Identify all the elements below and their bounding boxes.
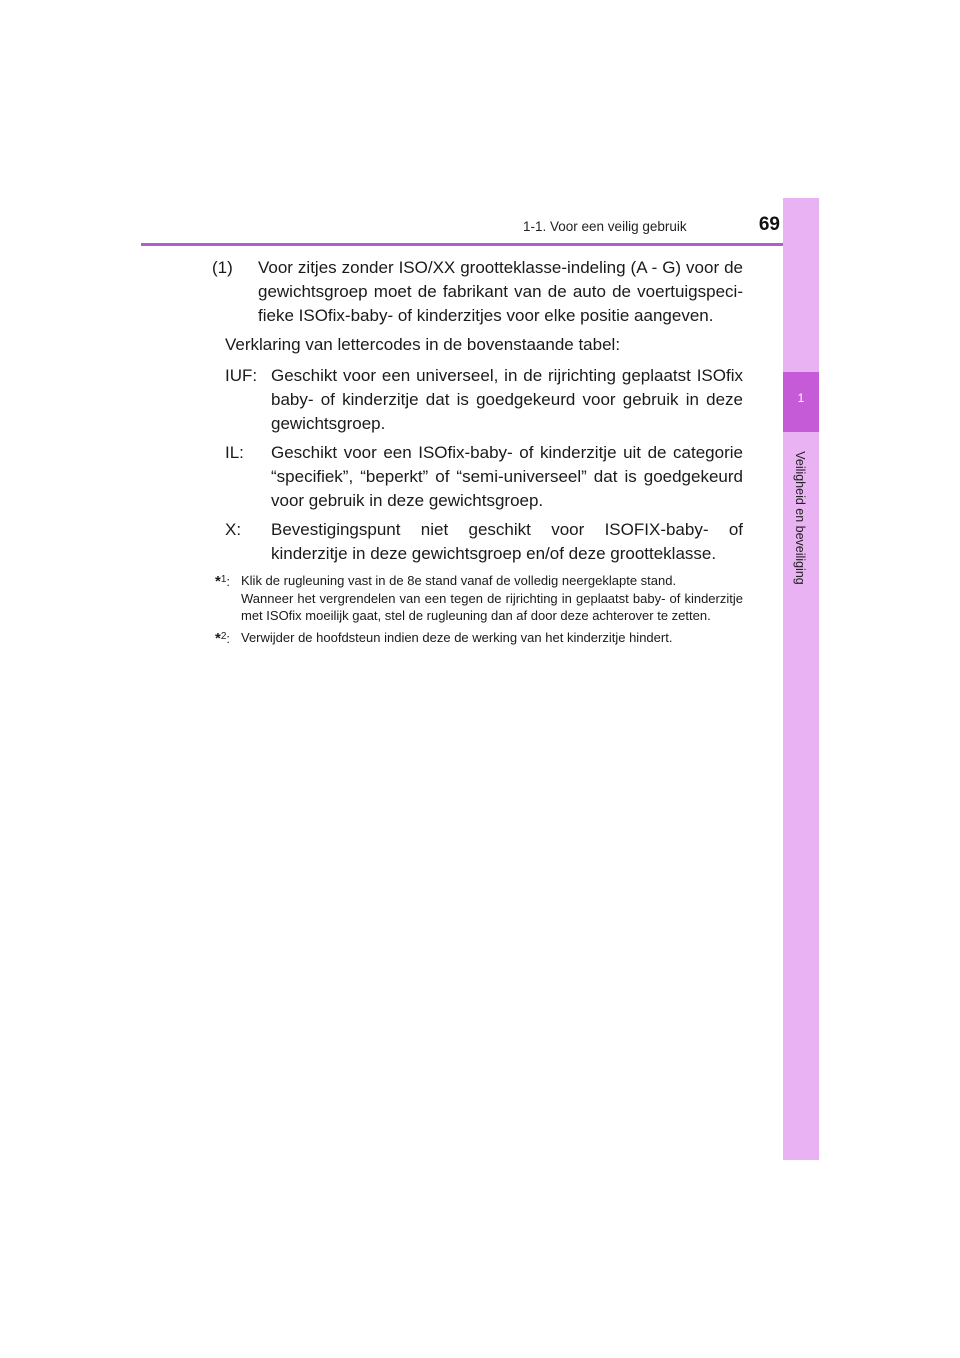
code-il-text: Geschikt voor een ISOfix-baby- of kinderzitje uit de categorie “specifiek”, “beperkt” of “semi-universeel” dat is goedgekeurd voor gebruik in deze gewichtsgroep. bbox=[271, 443, 743, 510]
footnote-1 bbox=[212, 572, 743, 625]
code-iuf-text: Geschikt voor een universeel, in de rijrichting geplaatst ISOfix baby- of kinderzitje dat is goedgekeurd voor gebruik in deze gewichtsgroep. bbox=[271, 366, 743, 433]
page-number: 69 bbox=[758, 214, 780, 235]
footnote-1-text-2: Wanneer het vergrendelen van een tegen de rijrichting in geplaatst baby- of kinderzitje met ISOfix moeilijk gaat, stel de rugleuning dan af door deze achterover te zetten. bbox=[241, 590, 743, 623]
footnotes bbox=[212, 572, 743, 646]
code-x-label: X: bbox=[225, 520, 242, 539]
footnote-2-text-1: Verwijder de hoofdsteun indien deze de werking van het kinderzitje hindert. bbox=[241, 629, 673, 645]
code-iuf bbox=[225, 364, 743, 436]
note-1-marker: (1) bbox=[212, 258, 233, 277]
main-content bbox=[212, 256, 743, 648]
footnote-1-marker: *$^1$: bbox=[215, 573, 231, 590]
footnote-star-icon: * bbox=[215, 573, 221, 590]
footnote-2-number: 2 bbox=[220, 630, 227, 642]
code-iuf-label: IUF: bbox=[225, 366, 258, 385]
chapter-number: 1 bbox=[797, 391, 805, 405]
code-il-label: IL: bbox=[225, 443, 244, 462]
section-title: 1-1. Voor een veilig gebruik bbox=[523, 219, 687, 234]
note-1 bbox=[212, 256, 743, 328]
legend-intro: Verklaring van lettercodes in de bovenstaande tabel: bbox=[225, 335, 621, 354]
footnote-1-text-1: Klik de rugleuning vast in de 8e stand vanaf de volledig neergeklapte stand. bbox=[241, 573, 677, 588]
chapter-side-tab bbox=[783, 198, 819, 1160]
footnote-star-icon: * bbox=[215, 629, 221, 647]
footnote-2 bbox=[212, 629, 743, 647]
header-divider bbox=[141, 243, 819, 246]
footnote-2-marker: *$^2$: bbox=[215, 629, 231, 647]
chapter-title: Veiligheid en beveiliging bbox=[793, 451, 807, 585]
code-x bbox=[225, 518, 743, 566]
note-1-text: Voor zitjes zonder ISO/XX grootteklasse-indeling (A - G) voor de gewichtsgroep moet de fabrikant van de auto de voertuigspecifieke ISOfix-baby- of kinderzitjes voor elke positie aangeven. bbox=[258, 258, 743, 325]
code-x-text: Bevestigingspunt niet geschikt voor ISOFIX-baby- of kinderzitje in deze gewichtsgroep en/of deze grootteklasse. bbox=[271, 520, 743, 563]
code-il bbox=[225, 441, 743, 513]
footnote-1-number: 1 bbox=[220, 574, 227, 585]
